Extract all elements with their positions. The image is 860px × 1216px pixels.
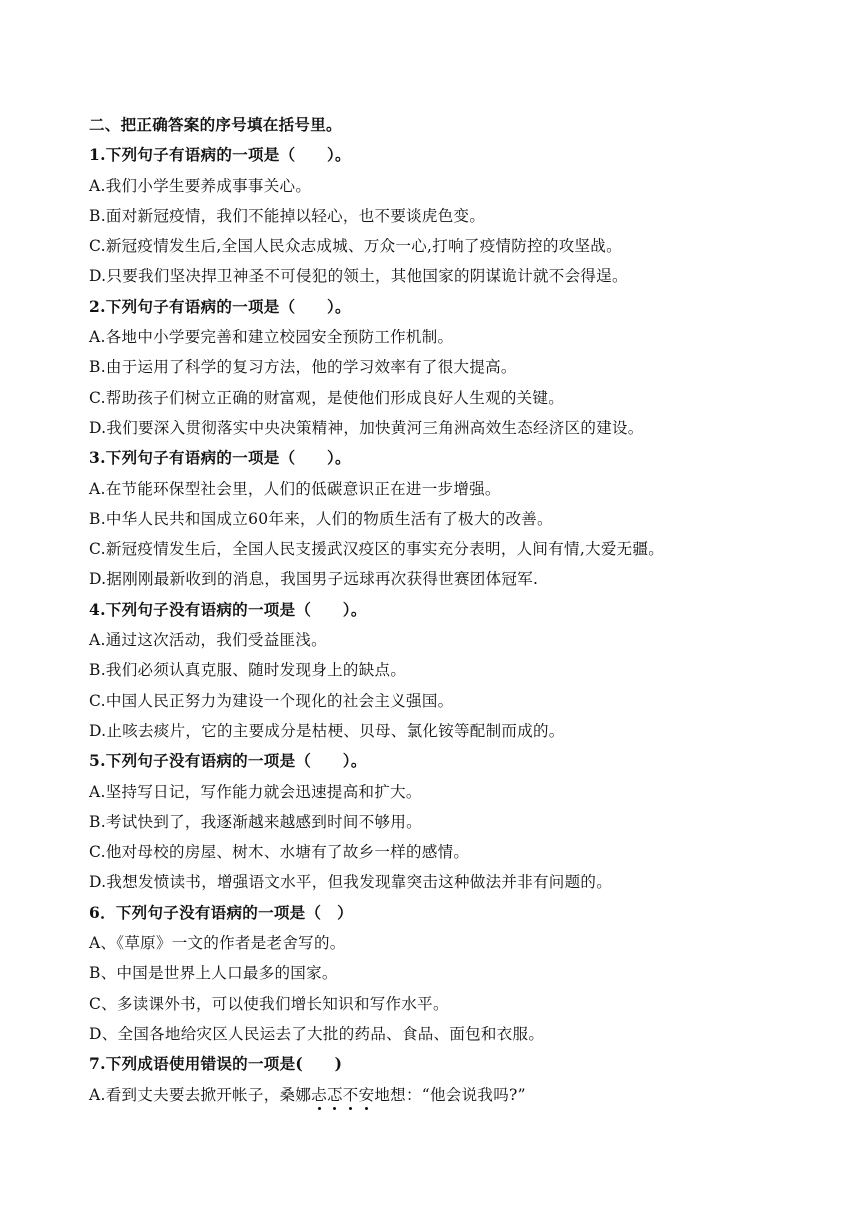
option-2a: A.各地中小学要完善和建立校园安全预防工作机制。 xyxy=(89,328,454,347)
section-title: 二、把正确答案的序号填在括号里。 xyxy=(89,115,342,134)
option-2c: C.帮助孩子们树立正确的财富观，是使他们形成良好人生观的关键。 xyxy=(89,388,565,407)
option-3b: B.中华人民共和国成立60年来，人们的物质生活有了极大的改善。 xyxy=(89,509,553,528)
question-stem-3: 3.下列句子有语病的一项是（ ）。 xyxy=(89,448,351,468)
question-stem-5: 5.下列句子没有语病的一项是（ ）。 xyxy=(89,751,367,771)
option-6c: C、多读课外书，可以使我们增长知识和写作水平。 xyxy=(89,994,449,1013)
emphasis-char: 忐 xyxy=(311,1085,327,1104)
option-1b: B.面对新冠疫情，我们不能掉以轻心，也不要谈虎色变。 xyxy=(89,206,486,225)
question-stem-6: 6．下列句子没有语病的一项是（ ） xyxy=(89,902,353,922)
question-section xyxy=(89,110,789,1110)
option-4b: B.我们必须认真克服、随时发现身上的缺点。 xyxy=(89,661,407,680)
option-1c: C.新冠疫情发生后,全国人民众志成城、万众一心,打响了疫情防控的攻坚战。 xyxy=(89,237,622,256)
option-4c: C.中国人民正努力为建设一个现化的社会主义强国。 xyxy=(89,691,454,710)
option-5c: C.他对母校的房屋、树木、水塘有了故乡一样的感情。 xyxy=(89,843,470,862)
option-5a: A.坚持写日记，写作能力就会迅速提高和扩大。 xyxy=(89,782,422,801)
question-stem-4: 4.下列句子没有语病的一项是（ ）。 xyxy=(89,599,367,619)
option-3d: D.据刚刚最新收到的消息，我国男子远球再次获得世赛团体冠军. xyxy=(89,570,539,589)
question-stem-1: 1.下列句子有语病的一项是（ ）。 xyxy=(89,145,351,165)
option-2d: D.我们要深入贯彻落实中央决策精神，加快黄河三角洲高效生态经济区的建设。 xyxy=(89,418,644,437)
option-1d: D.只要我们坚决捍卫神圣不可侵犯的领土，其他国家的阴谋诡计就不会得逞。 xyxy=(89,267,628,286)
emphasis-char: 安 xyxy=(358,1085,375,1104)
option-4d: D.止咳去痰片，它的主要成分是枯梗、贝母、氯化铵等配制而成的。 xyxy=(89,721,565,740)
option-6b: B、中国是世界上人口最多的国家。 xyxy=(89,964,338,983)
option-6a: A、《草原》一文的作者是老舍写的。 xyxy=(89,934,346,953)
option-5d: D.我想发愤读书，增强语文水平，但我发现靠突击这种做法并非有问题的。 xyxy=(89,873,613,892)
option-4a: A.通过这次活动，我们受益匪浅。 xyxy=(89,631,327,650)
option-2b: B.由于运用了科学的复习方法，他的学习效率有了很大提高。 xyxy=(89,358,517,377)
option-6d: D、全国各地给灾区人民运去了大批的药品、食品、面包和衣服。 xyxy=(89,1024,545,1043)
question-stem-7: 7.下列成语使用错误的一项是( ) xyxy=(89,1054,343,1074)
option-3c: C.新冠疫情发生后，全国人民支援武汉疫区的事实充分表明，人间有情,大爱无疆。 xyxy=(89,540,665,559)
option-5b: B.考试快到了，我逐渐越来越感到时间不够用。 xyxy=(89,812,422,831)
option-1a: A.我们小学生要养成事事关心。 xyxy=(89,176,312,195)
option-3a: A.在节能环保型社会里，人们的低碳意识正在进一步增强。 xyxy=(89,479,501,498)
question-stem-2: 2.下列句子有语病的一项是（ ）。 xyxy=(89,296,351,316)
emphasis-char: 不 xyxy=(342,1085,359,1104)
emphasis-char: 忑 xyxy=(326,1085,343,1104)
option-7a: A.看到丈夫要去掀开帐子，桑娜忐忑不安地想：“他会说我吗?” xyxy=(89,1085,526,1104)
